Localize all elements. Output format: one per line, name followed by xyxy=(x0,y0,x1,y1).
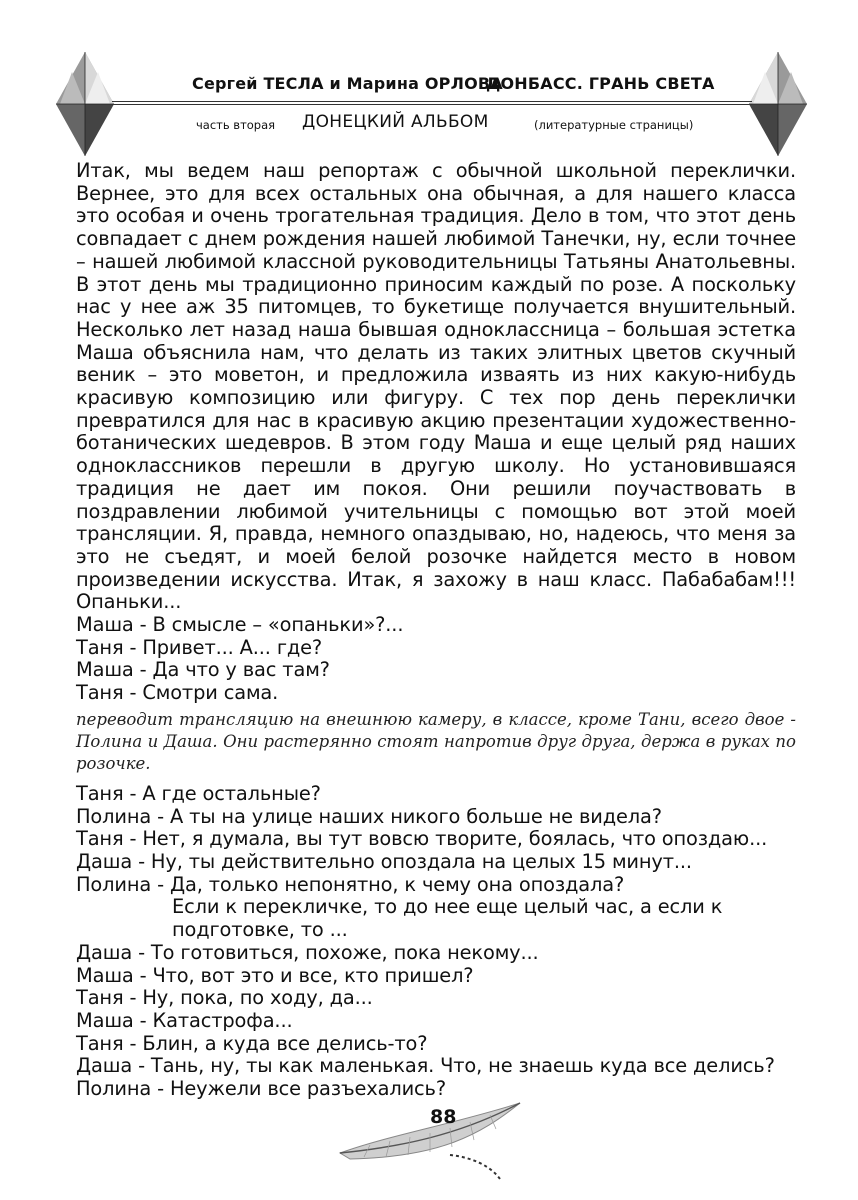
dialogue-line: Таня - Нет, я думала, вы тут вовсю творите, боялась, что опоздаю... xyxy=(76,827,768,851)
crystal-ornament-right-icon xyxy=(745,52,811,156)
dialogue-line: Даша - Тань, ну, ты как маленькая. Что, не знаешь куда все делись? xyxy=(76,1054,775,1078)
page-header xyxy=(0,0,858,160)
dialogue-line: Маша - Что, вот это и все, кто пришел? xyxy=(76,963,474,987)
page-body xyxy=(76,160,796,1101)
dialogue-line: Полина - Да, только непонятно, к чему она опоздала? xyxy=(76,872,625,896)
header-author: Сергей ТЕСЛА и Марина ОРЛОВА xyxy=(192,74,503,93)
intro-paragraph: Итак, мы ведем наш репортаж с обычной школьной переклички. Вернее, это для всех остальных она обычная, а для нашего класса это особая и очень трогательная традиция. Дело в том, что этот день совпадает с днем рождения нашей любимой Танечки, ну, если точнее – нашей любимой классной руководительницы Татьяны Анатольевны. В этот день мы традиционно приносим каждый по розе. А поскольку нас у нее аж 35 питомцев, то букетище получается внушительный. Несколько лет назад наша бывшая одноклассница – большая эстетка Маша объяснила нам, что делать из таких элитных цветов скучный веник – это моветон, и предложила изваять из них какую-нибудь красивую композицию или фигуру. С тех пор день переклички превратился для нас в красивую акцию презентации художественно-ботанических шедевров. В этом году Маша и еще целый ряд наших одноклассников перешли в другую школу. Но установившаяся традиция не дает им покоя. Они решили поучаствовать в поздравлении любимой учительницы с помощью вот этой моей трансляции. Я, правда, немного опаздываю, но, надеюсь, что меня за это не съедят, и моей белой розочке найдется место в новом произведении искусства. Итак, я захожу в наш класс. Пабабабам!!! Опаньки... xyxy=(76,159,796,614)
dialogue-line: Таня - Ну, пока, по ходу, да... xyxy=(76,986,373,1010)
header-rule-top xyxy=(112,101,752,102)
dialogue-line: Маша - Да что у вас там? xyxy=(76,658,330,682)
dialogue-line: Полина - Неужели все разъехались? xyxy=(76,1077,446,1101)
dialogue-line: Маша - Катастрофа... xyxy=(76,1008,293,1032)
dialogue-line: Таня - А где остальные? xyxy=(76,781,321,805)
dialogue-line: Таня - Смотри сама. xyxy=(76,681,279,705)
dialogue-line: Таня - Привет... А... где? xyxy=(76,635,323,659)
dialogue-line: Таня - Блин, а куда все делись-то? xyxy=(76,1031,428,1055)
dialogue-continuation: Если к перекличке, то до нее еще целый час, а если к подготовке, то ... xyxy=(172,895,723,942)
dialogue-line: Даша - Ну, ты действительно опоздала на целых 15 минут... xyxy=(76,849,692,873)
page-number: 88 xyxy=(430,1106,457,1128)
dialogue-line: Полина - А ты на улице наших никого больше не видела? xyxy=(76,804,662,828)
header-rule-bottom xyxy=(112,104,752,105)
stage-direction: переводит трансляцию на внешнюю камеру, в классе, кроме Тани, всего двое - Полина и Даша. Они растерянно стоят напротив друг друга, держа в руках по розочке. xyxy=(76,709,796,773)
header-part: часть вторая xyxy=(196,118,276,132)
header-album-title: ДОНЕЦКИЙ АЛЬБОМ xyxy=(302,112,489,132)
header-pages-note: (литературные страницы) xyxy=(534,118,694,132)
dialogue-line: Даша - То готовиться, похоже, пока некому... xyxy=(76,940,539,964)
dialogue-line: Маша - В смысле – «опаньки»?... xyxy=(76,613,404,637)
crystal-ornament-left-icon xyxy=(52,52,118,156)
header-book-title: ДОНБАСС. ГРАНЬ СВЕТА xyxy=(486,74,715,93)
